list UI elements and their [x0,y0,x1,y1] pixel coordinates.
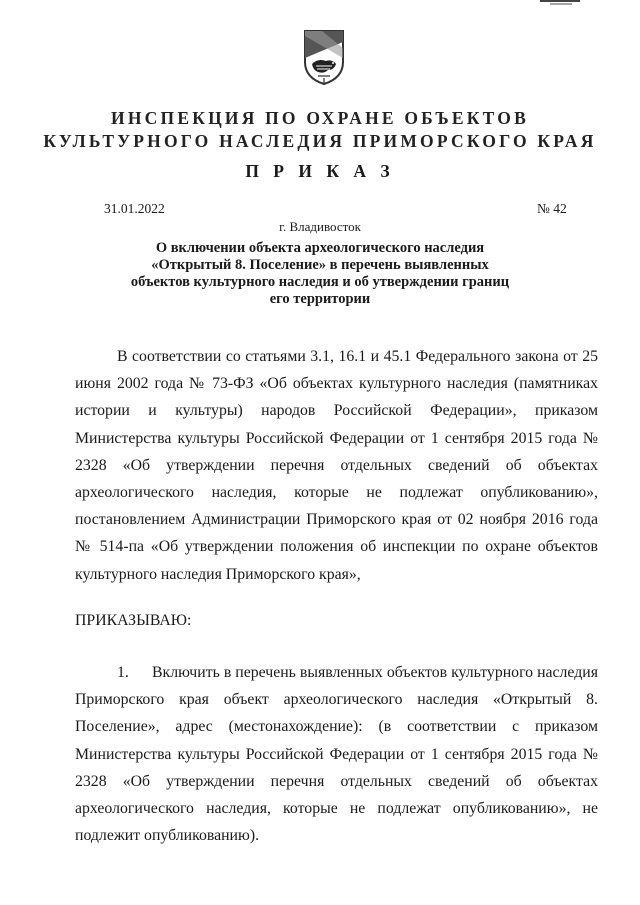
document-number: № 42 [537,201,567,216]
order-word: ПРИКАЗЫВАЮ: [75,612,192,629]
coat-of-arms-icon [302,28,346,86]
organization-name-line2: КУЛЬТУРНОГО НАСЛЕДИЯ ПРИМОРСКОГО КРАЯ [43,131,597,151]
document-type: П Р И К А З [245,161,395,181]
preamble-paragraph: В соответствии со статьями 3.1, 16.1 и 45.1 Федерального закона от 25 июня 2002 года № 73-ФЗ «Об объектах культурного наследия (памятниках истории и культуры) народов Российской Федерации», приказом Министерства культуры Российской Федерации от 1 сентября 2015 года № 2328 «Об утверждении перечня отдельных сведений об объектах археологического наследия, которые не подлежат опубликованию», постановлением Администрации Приморского края от 02 ноября 2016 года № 514-па «Об утверждении положения об инспекции по охране объектов культурного наследия Приморского края», [75,348,598,583]
order-item-1 [75,659,598,849]
document-date: 31.01.2022 [104,201,165,216]
document-city: г. Владивосток [279,219,361,234]
organization-name-line1: ИНСПЕКЦИЯ ПО ОХРАНЕ ОБЪЕКТОВ [111,108,529,128]
scan-artifact [540,0,580,6]
item-text: Включить в перечень выявленных объектов культурного наследия Приморского края объект археологического наследия «Открытый 8. Поселение», адрес (местонахождение): (в соответствии с приказом Министерства культуры Российской Федерации от 1 сентября 2015 года № 2328 «Об утверждении перечня отдельных сведений об объектах археологического наследия, которые не подлежат опубликованию», не подлежит опубликованию). [75,664,598,845]
item-number: 1. [117,664,129,681]
document-title: О включении объекта археологического наследия «Открытый 8. Поселение» в перечень выявленных объектов культурного наследия и об утверждении границ его территории [130,240,510,307]
